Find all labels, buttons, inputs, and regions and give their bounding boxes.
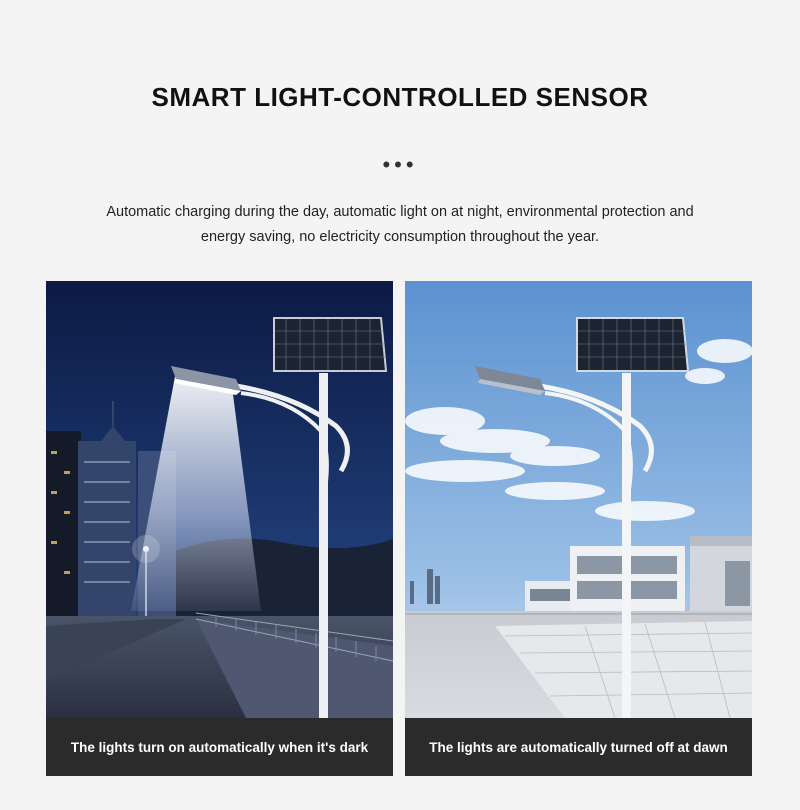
night-caption: The lights turn on automatically when it's dark bbox=[46, 718, 393, 776]
night-panel bbox=[46, 281, 393, 776]
day-scene-image bbox=[405, 281, 752, 718]
ellipsis-divider-icon: ••• bbox=[382, 152, 418, 177]
description-text: Automatic charging during the day, automatic light on at night, environmental protection and energy saving, no electricity consumption throughout the year. bbox=[106, 204, 694, 245]
day-caption: The lights are automatically turned off at dawn bbox=[405, 718, 752, 776]
day-panel bbox=[405, 281, 752, 776]
night-scene-image bbox=[46, 281, 393, 718]
page-title: SMART LIGHT-CONTROLLED SENSOR bbox=[151, 82, 649, 112]
